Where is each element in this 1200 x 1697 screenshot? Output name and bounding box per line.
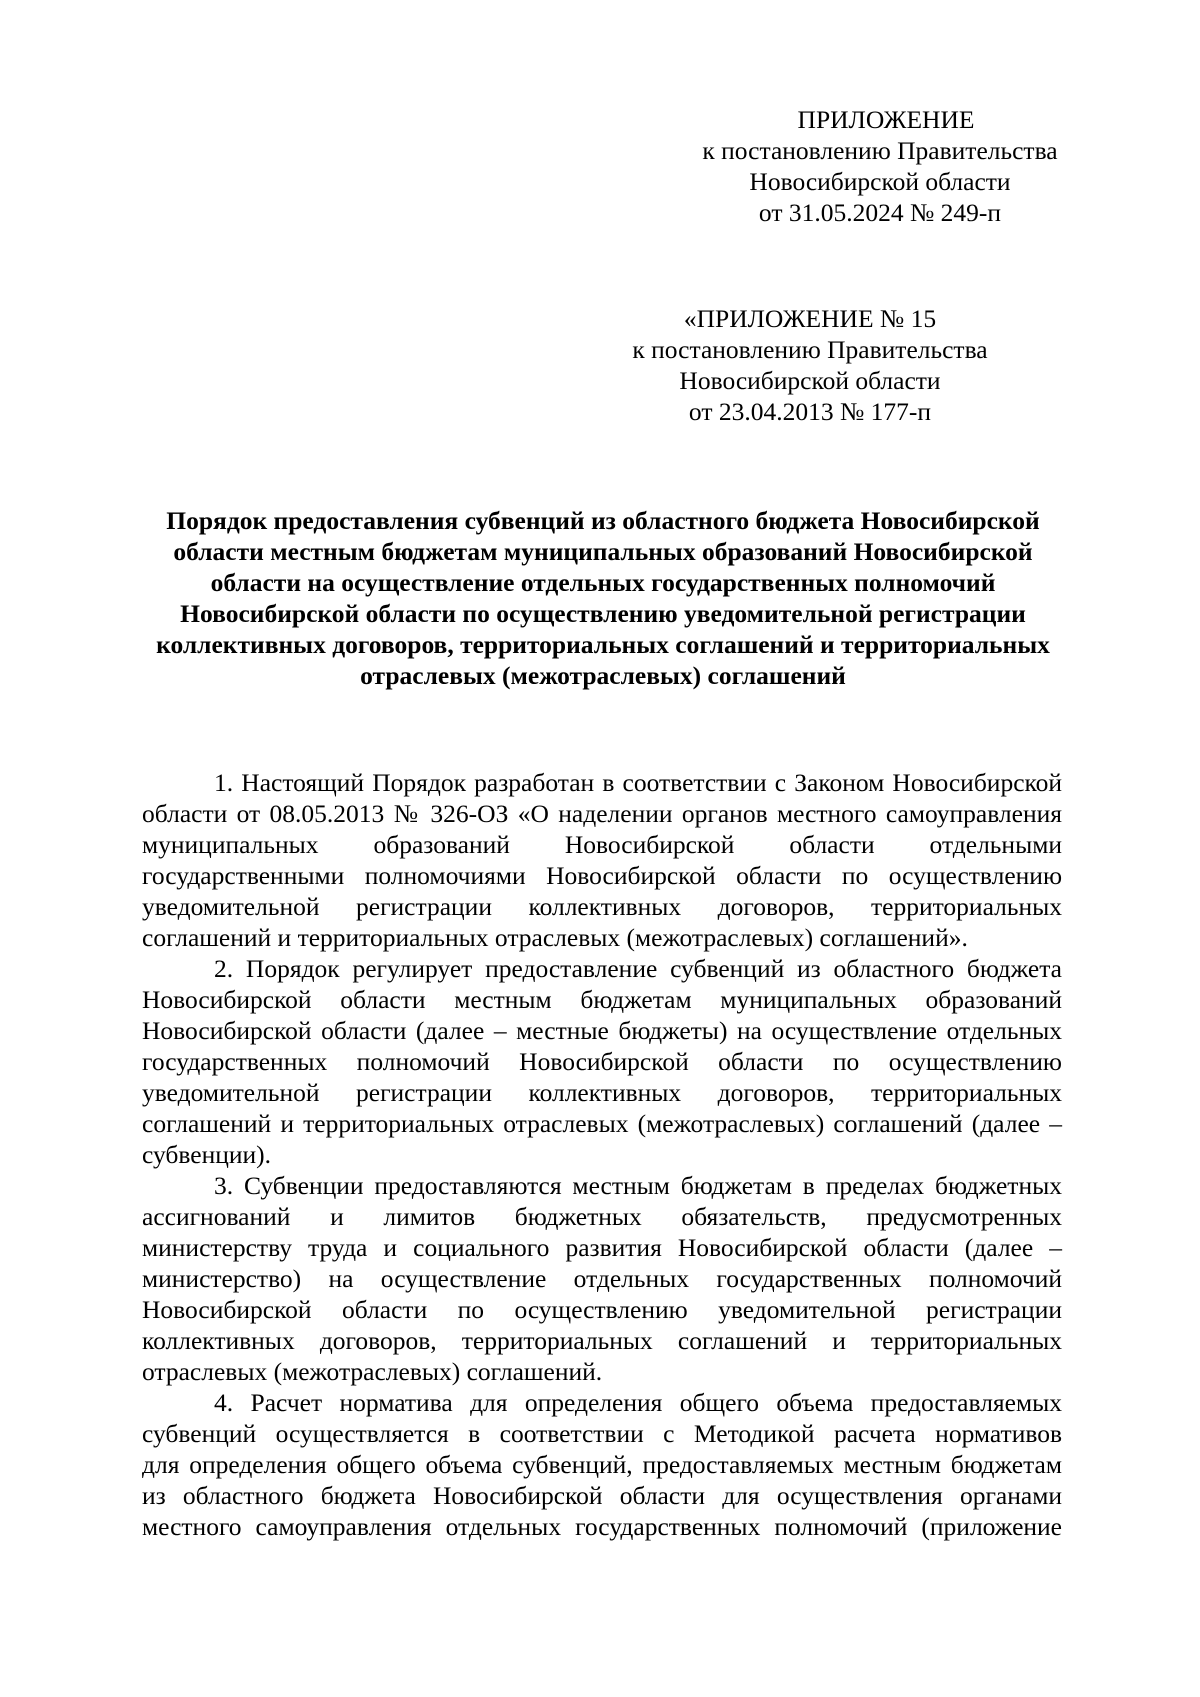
paragraph-line: коллективных договоров, территориальных соглашений и территориальных bbox=[142, 1326, 1062, 1355]
appendix-header bbox=[640, 104, 1120, 228]
paragraph-line: 3. Субвенции предоставляются местным бюджетам в пределах бюджетных bbox=[214, 1171, 1062, 1200]
appendix-header-line: Новосибирской области bbox=[749, 167, 1011, 196]
paragraph-1 bbox=[142, 767, 1062, 953]
document-body bbox=[142, 767, 1062, 1542]
document-title bbox=[145, 505, 1061, 691]
paragraph-line: субвенций осуществляется в соответствии с Методикой расчета нормативов bbox=[142, 1419, 1062, 1448]
paragraph-line: местного самоуправления отдельных государственных полномочий (приложение bbox=[142, 1512, 1062, 1541]
paragraph-line: соглашений и территориальных отраслевых (межотраслевых) соглашений». bbox=[142, 923, 968, 952]
paragraph-line: Новосибирской области по осуществлению уведомительной регистрации bbox=[142, 1295, 1062, 1324]
appendix-header-line: от 31.05.2024 № 249-п bbox=[758, 198, 1002, 227]
title-line: Порядок предоставления субвенций из областного бюджета Новосибирской bbox=[166, 506, 1040, 535]
inner-appendix-header-line: «ПРИЛОЖЕНИЕ № 15 bbox=[683, 304, 937, 333]
inner-appendix-header-line: к постановлению Правительства bbox=[632, 335, 988, 364]
paragraph-line: области от 08.05.2013 № 326-ОЗ «О наделении органов местного самоуправления bbox=[142, 799, 1062, 828]
paragraph-line: 4. Расчет норматива для определения общего объема предоставляемых bbox=[214, 1388, 1062, 1417]
paragraph-line: Новосибирской области (далее – местные бюджеты) на осуществление отдельных bbox=[142, 1016, 1062, 1045]
paragraph-line: государственных полномочий Новосибирской области по осуществлению bbox=[142, 1047, 1062, 1076]
inner-appendix-header-line: от 23.04.2013 № 177-п bbox=[688, 397, 932, 426]
paragraph-line: 2. Порядок регулирует предоставление субвенций из областного бюджета bbox=[214, 954, 1062, 983]
paragraph-line: министерство) на осуществление отдельных государственных полномочий bbox=[142, 1264, 1062, 1293]
paragraph-line: соглашений и территориальных отраслевых (межотраслевых) соглашений (далее – bbox=[142, 1109, 1062, 1138]
inner-appendix-header-line: Новосибирской области bbox=[679, 366, 941, 395]
paragraph-line: Новосибирской области местным бюджетам муниципальных образований bbox=[142, 985, 1062, 1014]
paragraph-line: уведомительной регистрации коллективных договоров, территориальных bbox=[142, 1078, 1062, 1107]
paragraph-line: отраслевых (межотраслевых) соглашений. bbox=[142, 1357, 603, 1386]
paragraph-line: для определения общего объема субвенций, предоставляемых местным бюджетам bbox=[142, 1450, 1062, 1479]
appendix-header-line: ПРИЛОЖЕНИЕ bbox=[797, 105, 975, 134]
paragraph-3 bbox=[142, 1170, 1062, 1387]
paragraph-line: 1. Настоящий Порядок разработан в соответствии с Законом Новосибирской bbox=[214, 768, 1062, 797]
title-line: отраслевых (межотраслевых) соглашений bbox=[360, 661, 846, 690]
appendix-header-line: к постановлению Правительства bbox=[702, 136, 1058, 165]
paragraph-line: министерству труда и социального развития Новосибирской области (далее – bbox=[142, 1233, 1062, 1262]
paragraph-2 bbox=[142, 953, 1062, 1170]
inner-appendix-header bbox=[570, 303, 1050, 427]
paragraph-line: уведомительной регистрации коллективных договоров, территориальных bbox=[142, 892, 1062, 921]
title-line: области на осуществление отдельных государственных полномочий bbox=[210, 568, 996, 597]
title-line: области местным бюджетам муниципальных образований Новосибирской bbox=[173, 537, 1033, 566]
paragraph-line: муниципальных образований Новосибирской области отдельными bbox=[142, 830, 1062, 859]
paragraph-line: ассигнований и лимитов бюджетных обязательств, предусмотренных bbox=[142, 1202, 1062, 1231]
paragraph-line: субвенции). bbox=[142, 1140, 272, 1169]
paragraph-line: государственными полномочиями Новосибирской области по осуществлению bbox=[142, 861, 1062, 890]
paragraph-line: из областного бюджета Новосибирской области для осуществления органами bbox=[142, 1481, 1062, 1510]
paragraph-4 bbox=[142, 1387, 1062, 1542]
title-line: коллективных договоров, территориальных соглашений и территориальных bbox=[156, 630, 1050, 659]
title-line: Новосибирской области по осуществлению уведомительной регистрации bbox=[180, 599, 1026, 628]
